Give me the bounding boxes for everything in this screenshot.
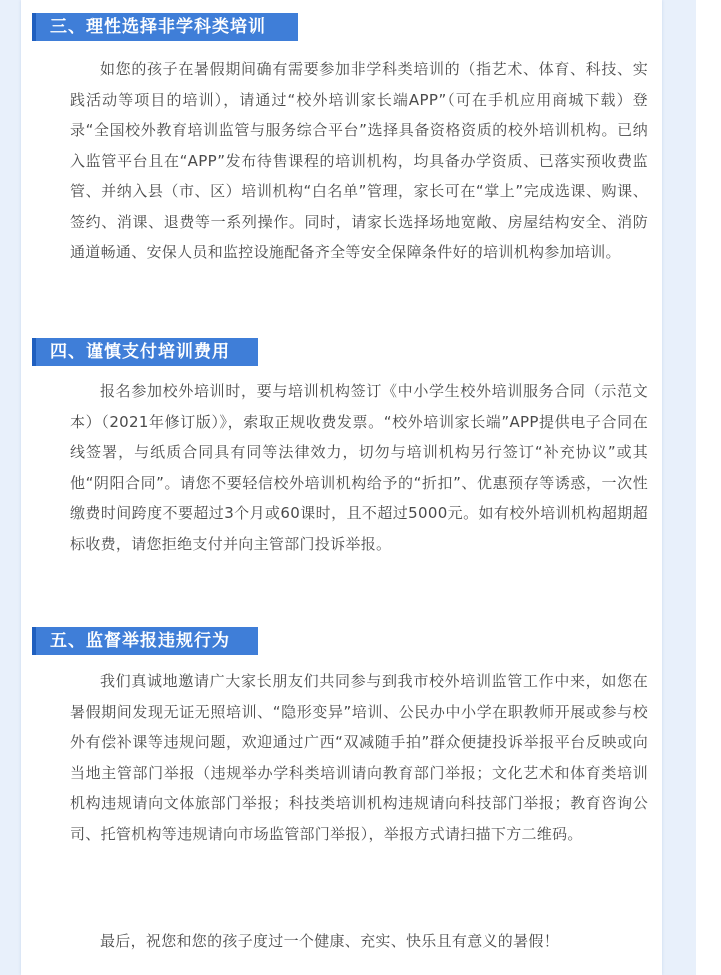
- section-5-body: 我们真诚地邀请广大家长朋友们共同参与到我市校外培训监管工作中来，如您在暑假期间发现无证无照培训、“隐形变异”培训、公民办中小学在职教师开展或参与校外有偿补课等违规问题，欢迎通过广西“双减随手拍”群众便捷投诉举报平台反映或向当地主管部门举报（违规举办学科类培训请向教育部门举报；文化艺术和体育类培训机构违规请向文体旅部门举报；科技类培训机构违规请向科技部门举报；教育咨询公司、托管机构等违规请向市场监管部门举报），举报方式请扫描下方二维码。: [70, 672, 648, 843]
- section-4-title: 四、谨慎支付培训费用: [32, 338, 258, 366]
- right-side-band: [662, 0, 696, 975]
- left-side-band: [0, 0, 21, 975]
- closing-message: 最后，祝您和您的孩子度过一个健康、充实、快乐且有意义的暑假！: [100, 932, 560, 950]
- section-4-body: 报名参加校外培训时，要与培训机构签订《中小学生校外培训服务合同（示范文本）（2021年修订版）》，索取正规收费发票。“校外培训家长端”APP提供电子合同在线签署，与纸质合同具有同等法律效力，切勿与培训机构另行签订“补充协议”或其他“阴阳合同”。请您不要轻信校外培训机构给予的“折扣”、优惠预存等诱惑，一次性缴费时间跨度不要超过3个月或60课时，且不超过5000元。如有校外培训机构超期超标收费，请您拒绝支付并向主管部门投诉举报。: [70, 382, 648, 553]
- section-3-title: 三、理性选择非学科类培训: [32, 13, 298, 41]
- section-5-title: 五、监督举报违规行为: [32, 627, 258, 655]
- section-3-body: 如您的孩子在暑假期间确有需要参加非学科类培训的（指艺术、体育、科技、实践活动等项目的培训），请通过“校外培训家长端APP”（可在手机应用商城下载）登录“全国校外教育培训监管与服务综合平台”选择具备资格资质的校外培训机构。已纳入监管平台且在“APP”发布待售课程的培训机构，均具备办学资质、已落实预收费监管、并纳入县（市、区）培训机构“白名单”管理，家长可在“掌上”完成选课、购课、签约、消课、退费等一系列操作。同时，请家长选择场地宽敞、房屋结构安全、消防通道畅通、安保人员和监控设施配备齐全等安全保障条件好的培训机构参加培训。: [70, 60, 648, 261]
